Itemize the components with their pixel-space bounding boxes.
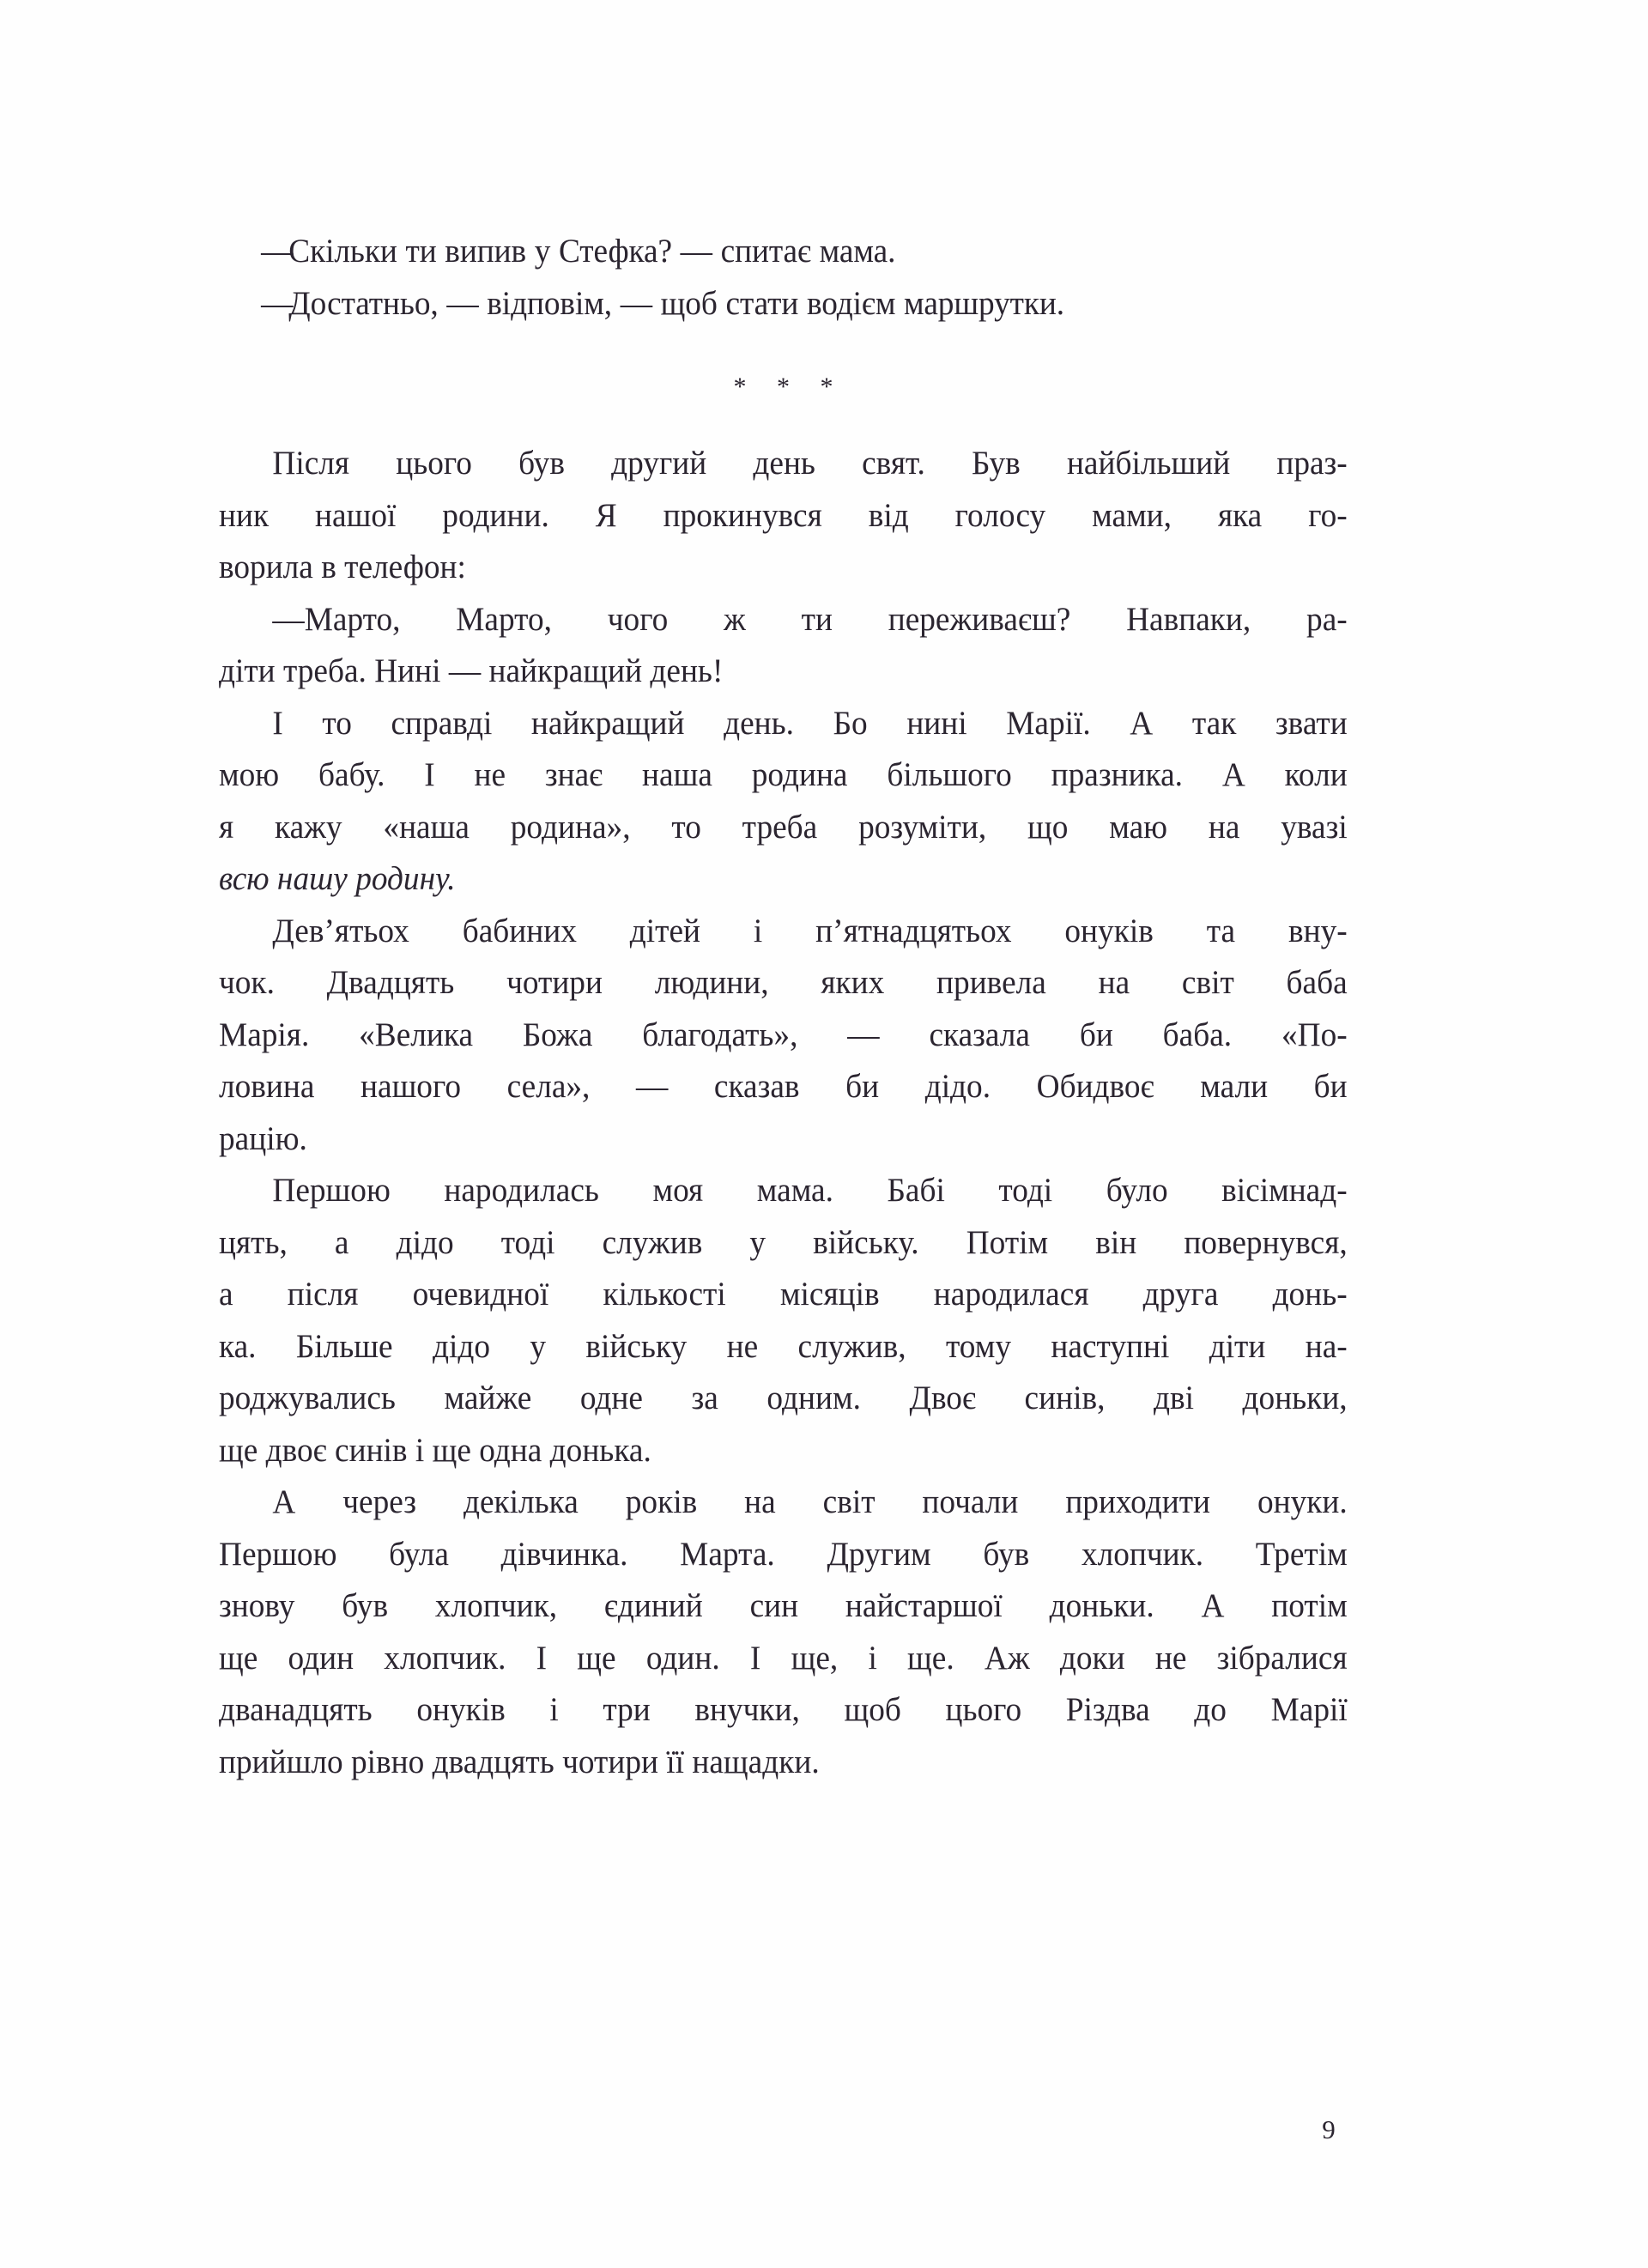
text-line: ще двоє синів і ще одна донька. xyxy=(219,1430,651,1469)
word: донь- xyxy=(1272,1275,1348,1313)
word: після xyxy=(287,1275,359,1313)
text-line xyxy=(219,905,1348,957)
word: Обидвоє xyxy=(1036,1067,1154,1105)
word: — xyxy=(847,1015,880,1053)
word: не xyxy=(474,755,506,793)
text-line xyxy=(219,801,1348,853)
word: нашого xyxy=(360,1067,462,1105)
word: баба. xyxy=(1162,1015,1233,1053)
text-line xyxy=(219,1528,1348,1580)
word: «наша xyxy=(383,807,470,846)
word: найкращий xyxy=(530,703,685,742)
word: світ xyxy=(822,1483,876,1520)
word: Був xyxy=(971,444,1021,482)
word: Першою xyxy=(272,1171,391,1209)
word: він xyxy=(1095,1222,1137,1261)
word: на xyxy=(1098,963,1130,1001)
word: маю xyxy=(1109,807,1168,846)
word: А xyxy=(1221,755,1245,793)
word: війську. xyxy=(813,1222,919,1261)
word: свят. xyxy=(862,444,925,482)
text-line xyxy=(219,489,1348,542)
text-line xyxy=(219,956,1348,1009)
word: одне xyxy=(579,1379,643,1416)
word: сказав xyxy=(713,1067,800,1105)
word: то xyxy=(322,703,352,742)
word: Першою xyxy=(219,1534,337,1573)
text-line xyxy=(219,1632,1348,1684)
word: доньки. xyxy=(1049,1586,1154,1624)
word: років xyxy=(625,1483,698,1520)
word: що xyxy=(1027,807,1069,846)
word: тоді xyxy=(500,1222,555,1261)
paragraph-5 xyxy=(219,1164,1348,1476)
word: хлопчик. xyxy=(1081,1534,1204,1573)
em-dash-marker: — xyxy=(261,232,294,270)
word: синів, xyxy=(1024,1379,1106,1416)
word: дідо xyxy=(396,1222,454,1261)
word: дідо. xyxy=(924,1067,991,1105)
word: села», xyxy=(506,1067,591,1105)
text-line: рацію. xyxy=(219,1119,307,1157)
word: у xyxy=(530,1326,547,1365)
word: яких xyxy=(821,963,885,1001)
text-line-italic: всю нашу родину. xyxy=(219,859,456,897)
word: І xyxy=(424,755,435,793)
word: і xyxy=(549,1690,559,1728)
word: сказала xyxy=(929,1015,1030,1053)
dialogue-line-2-text: Достатньо, — відповім, — щоб стати водієм маршрутки. xyxy=(288,283,1065,322)
word: мами, xyxy=(1092,495,1172,534)
word: на- xyxy=(1305,1326,1348,1365)
word: більшого xyxy=(887,755,1012,793)
word: ти xyxy=(801,599,833,638)
text-line: прийшло рівно двадцять чотири її нащадки. xyxy=(219,1742,820,1780)
dialogue-line-1 xyxy=(219,225,1390,277)
word: нині xyxy=(906,703,967,742)
text-line xyxy=(219,1580,1348,1632)
word: онуків xyxy=(416,1690,506,1728)
text-line: діти треба. Нині — найкращий день! xyxy=(219,652,724,689)
word: знову xyxy=(219,1586,295,1624)
word: найстаршої xyxy=(845,1586,1003,1624)
word: ка. xyxy=(219,1326,257,1365)
word: Бабі xyxy=(887,1171,945,1209)
word: моя xyxy=(652,1171,704,1209)
page-number: 9 xyxy=(1322,2114,1336,2144)
word: народилась xyxy=(444,1171,599,1209)
word: день xyxy=(753,444,815,482)
word: А xyxy=(1201,1586,1225,1624)
word: людини, xyxy=(654,963,769,1001)
word: родина xyxy=(751,755,848,793)
word: ник xyxy=(219,495,270,534)
word: п’ятнадцятьох xyxy=(815,911,1012,949)
text-line: ворила в телефон: xyxy=(219,548,466,585)
word: наша xyxy=(642,755,712,793)
word: онуки. xyxy=(1257,1483,1348,1520)
word: війську xyxy=(585,1326,688,1365)
text-line xyxy=(219,1060,1348,1113)
word: а xyxy=(334,1222,349,1261)
word: дітей xyxy=(629,911,701,949)
text-line xyxy=(219,593,1348,646)
word: хлопчик, xyxy=(434,1586,558,1624)
word: роджувались xyxy=(219,1379,396,1416)
text-line xyxy=(219,697,1348,749)
word: від xyxy=(868,495,909,534)
word: дві xyxy=(1153,1379,1194,1416)
word: цього xyxy=(396,444,472,482)
word: І xyxy=(749,1638,761,1677)
word: чотири xyxy=(506,963,603,1001)
word: доньки, xyxy=(1242,1379,1348,1416)
word: кількості xyxy=(603,1275,726,1313)
word: тоді xyxy=(998,1171,1053,1209)
word: був xyxy=(518,444,565,482)
word: би xyxy=(845,1067,880,1105)
word: ще. xyxy=(907,1638,954,1677)
paragraph-3 xyxy=(219,697,1348,905)
word: голосу xyxy=(954,495,1046,534)
paragraph-1 xyxy=(219,437,1348,593)
word: Після xyxy=(272,444,350,482)
word: служив xyxy=(602,1222,703,1261)
word: наступні xyxy=(1051,1326,1170,1365)
word: го- xyxy=(1308,495,1348,534)
word: та xyxy=(1206,911,1236,949)
dialogue-line-1-text: Скільки ти випив у Стефка? — спитає мама. xyxy=(288,232,896,270)
word: один. xyxy=(645,1638,720,1677)
word: син xyxy=(749,1586,799,1624)
text-line xyxy=(219,1372,1348,1424)
word: було xyxy=(1106,1171,1168,1209)
word: ще, xyxy=(791,1638,839,1677)
word: була xyxy=(389,1534,449,1573)
word: баба xyxy=(1286,963,1348,1001)
word: був xyxy=(342,1586,389,1624)
word: вісімнад- xyxy=(1221,1171,1348,1209)
word: мою xyxy=(219,755,280,793)
word: Аж xyxy=(984,1638,1030,1677)
word: мали xyxy=(1200,1067,1269,1105)
word: я xyxy=(219,807,234,846)
word: ловина xyxy=(219,1067,315,1105)
word: треба xyxy=(742,807,818,846)
word: вну- xyxy=(1288,911,1348,949)
word: день. xyxy=(724,703,795,742)
word: Марто, xyxy=(456,599,552,638)
text-line xyxy=(219,749,1348,801)
word: Дев’ятьох xyxy=(272,911,409,949)
word: на xyxy=(744,1483,776,1520)
word: ще xyxy=(577,1638,616,1677)
word: Марія. xyxy=(219,1015,310,1053)
word: на xyxy=(1208,807,1240,846)
word: коли xyxy=(1284,755,1348,793)
word: — xyxy=(635,1067,669,1105)
word: тому xyxy=(945,1326,1012,1365)
word: А xyxy=(272,1483,296,1520)
word: Різдва xyxy=(1065,1690,1150,1728)
word: А xyxy=(1130,703,1154,742)
word: один xyxy=(288,1638,354,1677)
word: праз- xyxy=(1276,444,1348,482)
word: знає xyxy=(544,755,603,793)
word: ра- xyxy=(1306,599,1348,638)
word: дівчинка. xyxy=(500,1534,628,1573)
word: чого xyxy=(607,599,669,638)
word: І xyxy=(272,703,283,742)
word: «Велика xyxy=(359,1015,474,1053)
word: Третім xyxy=(1255,1534,1348,1573)
word: звати xyxy=(1275,703,1348,742)
word: і xyxy=(868,1638,877,1677)
word: прокинувся xyxy=(663,495,822,534)
word: розуміти, xyxy=(858,807,987,846)
word: благодать», xyxy=(642,1015,798,1053)
word: за xyxy=(691,1379,718,1416)
word: то xyxy=(671,807,701,846)
em-dash-marker: — xyxy=(261,283,294,322)
word: світ xyxy=(1181,963,1234,1001)
word: онуків xyxy=(1064,911,1154,949)
word: другий xyxy=(611,444,707,482)
word: Двоє xyxy=(909,1379,976,1416)
text-line xyxy=(219,1268,1348,1320)
word: кажу xyxy=(274,807,342,846)
word: —Марто, xyxy=(272,599,401,638)
paragraph-4 xyxy=(219,905,1348,1165)
word: очевидної xyxy=(412,1275,549,1313)
word: нашої xyxy=(315,495,397,534)
word: празника. xyxy=(1051,755,1184,793)
word: не xyxy=(1154,1638,1187,1677)
word: мама. xyxy=(756,1171,833,1209)
word: Другим xyxy=(827,1534,931,1573)
text-line xyxy=(219,1683,1348,1736)
word: у xyxy=(749,1222,766,1261)
word: Потім xyxy=(966,1222,1049,1261)
word: «По- xyxy=(1281,1015,1348,1053)
word: і xyxy=(753,911,763,949)
word: би xyxy=(1079,1015,1113,1053)
word: Марії. xyxy=(1006,703,1091,742)
word: родини. xyxy=(442,495,549,534)
word: Божа xyxy=(522,1015,593,1053)
word: до xyxy=(1194,1690,1227,1728)
word: служив, xyxy=(797,1326,906,1365)
word: бабиних xyxy=(462,911,577,949)
page-text-block xyxy=(219,225,1348,1787)
word: місяців xyxy=(779,1275,880,1313)
word: а xyxy=(219,1275,233,1313)
word: діти xyxy=(1209,1326,1266,1365)
word: Марта. xyxy=(680,1534,775,1573)
word: так xyxy=(1191,703,1237,742)
word: був xyxy=(983,1534,1030,1573)
word: хлопчик. xyxy=(384,1638,506,1677)
word: почали xyxy=(922,1483,1019,1520)
word: зібралися xyxy=(1216,1638,1348,1677)
word: Навпаки, xyxy=(1126,599,1251,638)
word: декілька xyxy=(463,1483,579,1520)
word: ще xyxy=(219,1638,258,1677)
text-line xyxy=(219,437,1348,489)
word: одним. xyxy=(766,1379,861,1416)
word: приходити xyxy=(1065,1483,1211,1520)
word: друга xyxy=(1142,1275,1219,1313)
word: внучки, xyxy=(694,1690,800,1728)
text-line xyxy=(219,1216,1348,1269)
word: через xyxy=(342,1483,417,1520)
word: майже xyxy=(444,1379,532,1416)
word: чок. xyxy=(219,963,275,1001)
word: потім xyxy=(1271,1586,1348,1624)
word: дванадцять xyxy=(219,1690,373,1728)
word: три xyxy=(603,1690,651,1728)
paragraph-2-dialogue xyxy=(219,593,1348,697)
word: щоб xyxy=(844,1690,901,1728)
word: найбільший xyxy=(1066,444,1231,482)
word: бабу. xyxy=(318,755,385,793)
word: доки xyxy=(1059,1638,1125,1677)
word: ж xyxy=(724,599,746,638)
word: цять, xyxy=(219,1222,288,1261)
word: би xyxy=(1313,1067,1348,1105)
word: дідо xyxy=(432,1326,490,1365)
text-line xyxy=(219,1009,1348,1061)
word: увазі xyxy=(1281,807,1348,846)
word: І xyxy=(536,1638,548,1677)
text-line xyxy=(219,1164,1348,1216)
word: Я xyxy=(595,495,617,534)
dialogue-line-2 xyxy=(219,277,1390,330)
text-line xyxy=(219,1320,1348,1373)
word: не xyxy=(726,1326,759,1365)
word: справді xyxy=(391,703,493,742)
word: яка xyxy=(1217,495,1263,534)
section-divider-asterisks: * * * xyxy=(733,373,845,401)
word: родина», xyxy=(510,807,631,846)
word: повернувся, xyxy=(1184,1222,1348,1261)
word: Більше xyxy=(295,1326,393,1365)
word: переживаєш? xyxy=(888,599,1071,638)
paragraph-6 xyxy=(219,1476,1348,1787)
word: цього xyxy=(945,1690,1022,1728)
word: Марії xyxy=(1270,1690,1348,1728)
text-line xyxy=(219,1476,1348,1528)
word: народилася xyxy=(933,1275,1089,1313)
word: Двадцять xyxy=(326,963,455,1001)
word: єдиний xyxy=(603,1586,703,1624)
word: привела xyxy=(936,963,1046,1001)
word: Бо xyxy=(833,703,868,742)
